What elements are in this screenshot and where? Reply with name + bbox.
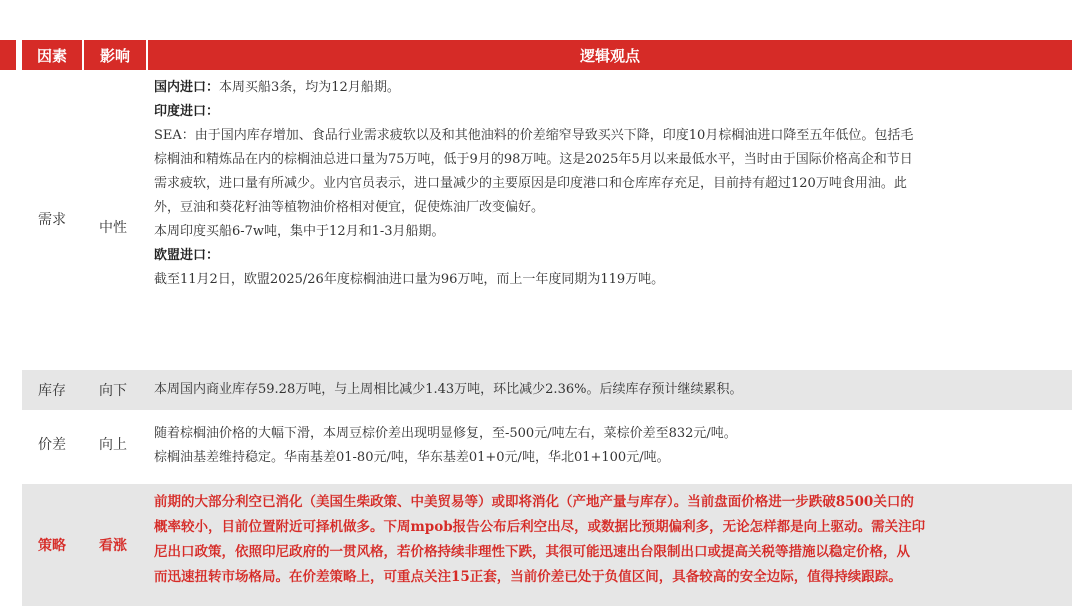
analysis-table bbox=[22, 40, 1072, 608]
section-label: 印度进口： bbox=[154, 104, 220, 119]
accent-bar bbox=[0, 40, 16, 70]
logic-cell bbox=[144, 370, 1072, 410]
factor-cell: 需求 bbox=[38, 212, 66, 228]
table-row-demand bbox=[22, 70, 1072, 370]
logic-cell bbox=[144, 70, 1072, 368]
text-line: 概率较小，目前位置附近可择机做多。下周mpob报告公布后利空出尽，或数据比预期偏利多，无论怎样都是向上驱动。需关注印 bbox=[154, 519, 926, 535]
text-line: 截至11月2日，欧盟2025/26年度棕榈油进口量为96万吨，而上一年度同期为119万吨。 bbox=[154, 272, 665, 287]
logic-cell bbox=[144, 484, 1072, 606]
logic-cell bbox=[144, 412, 1072, 482]
impact-cell: 向下 bbox=[99, 383, 127, 399]
text-line bbox=[154, 100, 219, 124]
header-factor: 因素 bbox=[22, 40, 84, 70]
impact-cell: 看涨 bbox=[99, 538, 127, 554]
text-line: 棕榈油基差维持稳定。华南基差01-80元/吨，华东基差01+0元/吨，华北01+100元/吨。 bbox=[154, 450, 670, 465]
factor-cell: 库存 bbox=[38, 383, 66, 399]
text-line: 棕榈油和精炼品在内的棕榈油总进口量为75万吨，低于9月的98万吨。这是2025年5月以来最低水平，当时由于国际价格高企和节日 bbox=[154, 152, 913, 167]
section-label: 欧盟进口： bbox=[154, 248, 220, 263]
text-line: 本周国内商业库存59.28万吨，与上周相比减少1.43万吨，环比减少2.36%。后续库存预计继续累积。 bbox=[154, 382, 743, 397]
line-text: 本周买船3条，均为12月船期。 bbox=[219, 80, 400, 95]
text-line bbox=[154, 244, 219, 268]
text-line: 而迅速扭转市场格局。在价差策略上，可重点关注15正套，当前价差已处于负值区间，具备较高的安全边际，值得持续跟踪。 bbox=[154, 569, 902, 585]
factor-cell: 价差 bbox=[38, 437, 66, 453]
section-label: 国内进口： bbox=[154, 80, 220, 95]
header-logic: 逻辑观点 bbox=[579, 46, 640, 65]
header-impact: 影响 bbox=[84, 40, 148, 70]
impact-cell: 中性 bbox=[99, 220, 127, 236]
table-header bbox=[22, 40, 1072, 70]
impact-cell: 向上 bbox=[99, 437, 127, 453]
text-line: SEA：由于国内库存增加、食品行业需求疲软以及和其他油料的价差缩窄导致买兴下降，印度10月棕榈油进口降至五年低位。包括毛 bbox=[154, 128, 914, 143]
text-line: 本周印度买船6-7w吨，集中于12月和1-3月船期。 bbox=[154, 224, 445, 239]
text-line: 尼出口政策，依照印尼政府的一贯风格，若价格持续非理性下跌，其很可能迅速出台限制出口或提高关税等措施以稳定价格，从 bbox=[154, 544, 910, 560]
text-line: 随着棕榈油价格的大幅下滑，本周豆棕价差出现明显修复，至-500元/吨左右，菜棕价差至832元/吨。 bbox=[154, 426, 737, 441]
factor-cell: 策略 bbox=[38, 538, 66, 554]
table-row-inventory bbox=[22, 370, 1072, 412]
table-row-spread bbox=[22, 412, 1072, 484]
text-line: 外，豆油和葵花籽油等植物油价格相对便宜，促使炼油厂改变偏好。 bbox=[154, 200, 545, 215]
table-row-strategy bbox=[22, 484, 1072, 608]
text-line: 前期的大部分利空已消化（美国生柴政策、中美贸易等）或即将消化（产地产量与库存）。当前盘面价格进一步跌破8500关口的 bbox=[154, 494, 914, 510]
text-line: 需求疲软，进口量有所减少。业内官员表示，进口量减少的主要原因是印度港口和仓库库存充足，目前持有超过120万吨食用油。此 bbox=[154, 176, 907, 191]
text-line bbox=[154, 76, 400, 100]
